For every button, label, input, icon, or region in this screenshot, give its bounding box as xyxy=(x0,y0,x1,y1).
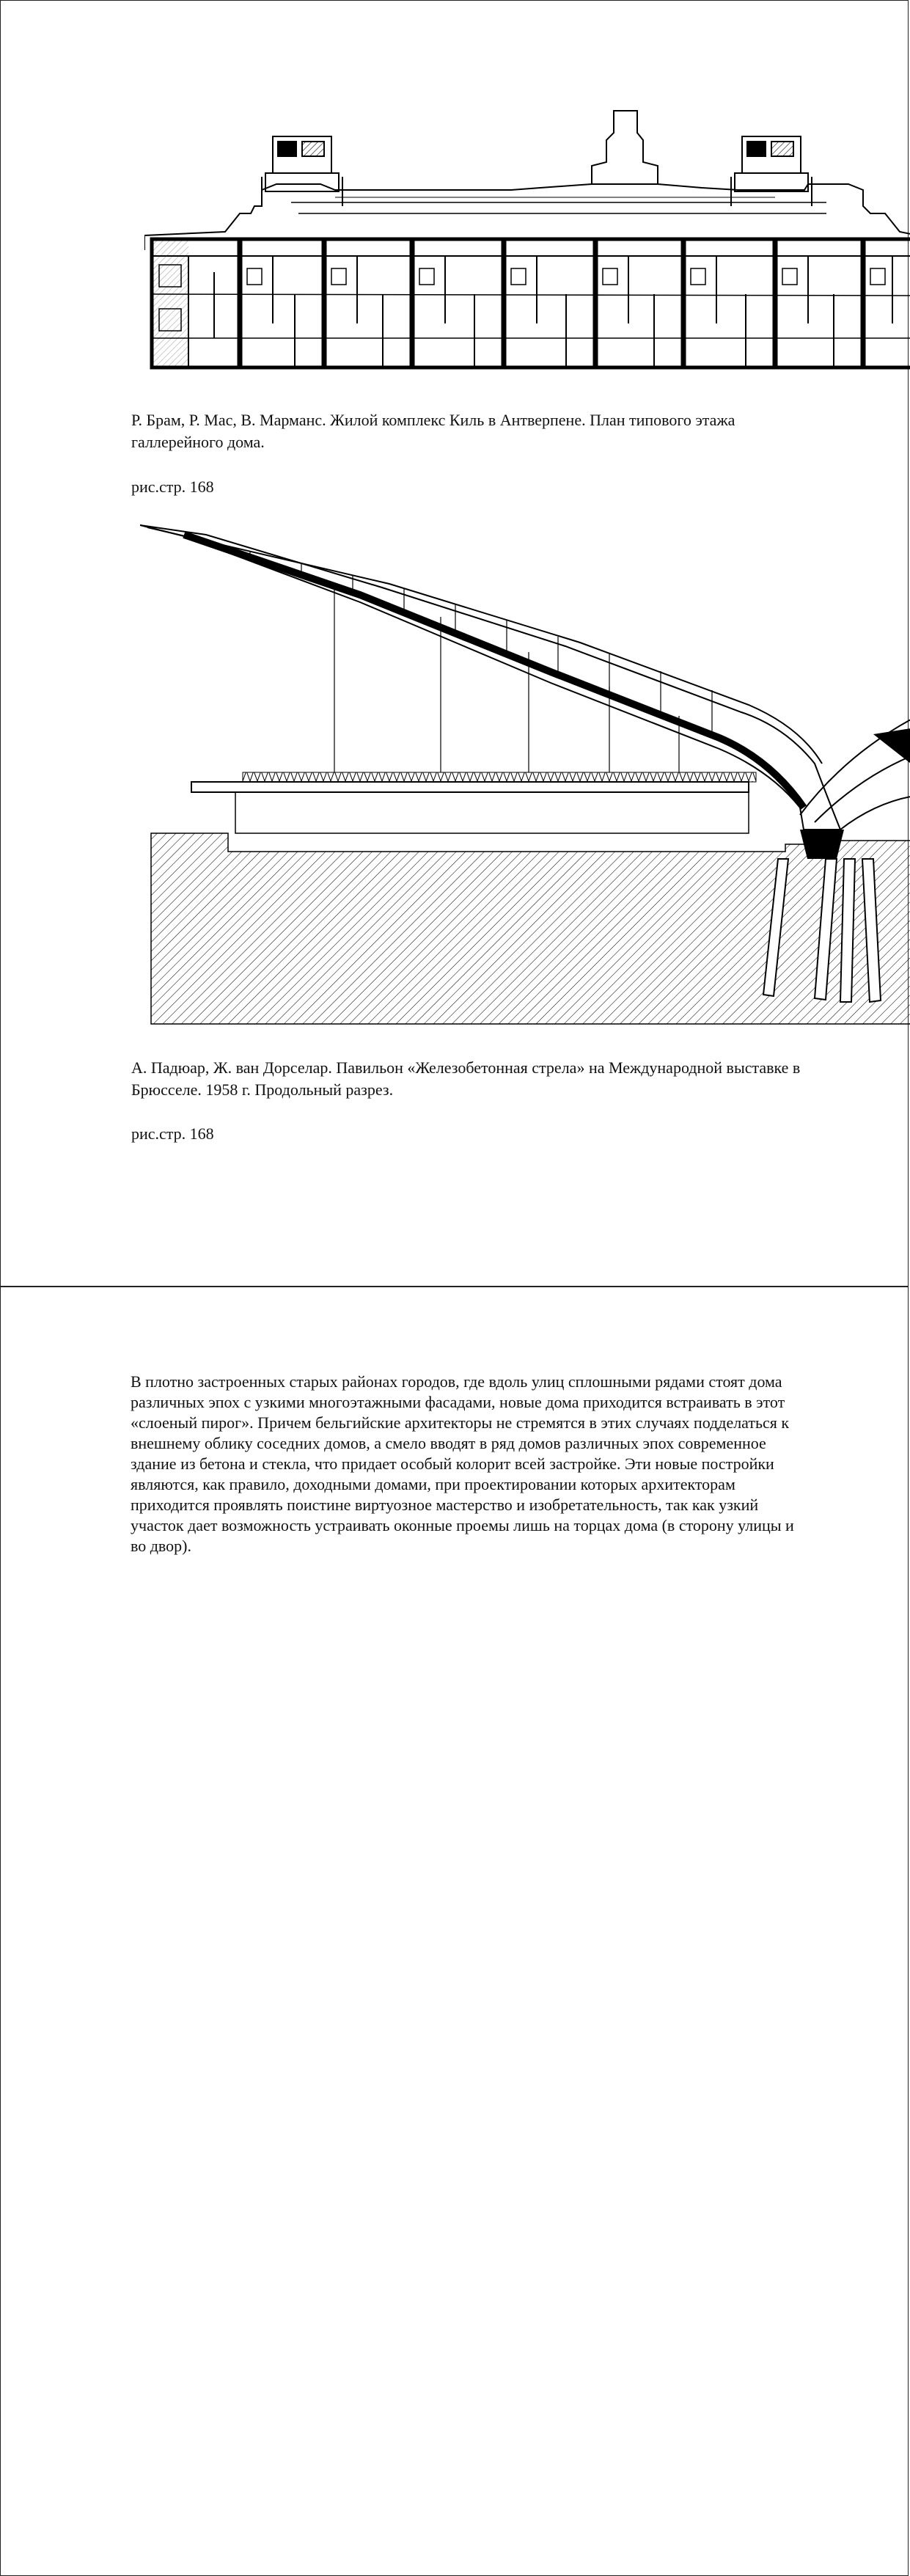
figure-caption: Р. Брам, Р. Мас, В. Марманс. Жилой комплекс Киль в Антверпене. План типового этажа галлерейного дома. xyxy=(131,411,735,451)
figure-reference: рис.стр. 168 xyxy=(131,1124,214,1143)
section-drawing xyxy=(140,514,910,1028)
floor-plan-drawing xyxy=(144,103,910,375)
figure-reference: рис.стр. 168 xyxy=(131,477,214,496)
body-paragraph: В плотно застроенных старых районах городов, где вдоль улиц сплошными рядами стоят дома различных эпох с узкими многоэтажными фасадами, новые дома приходится встраивать в этот «слоеный пирог». Причем бельгийские архитекторы не стремятся в этих случаях подделаться к внешнему облику соседних домов, а смело вводят в ряд домов различных эпох современное здание из бетона и стекла, что придает особый колорит всей застройке. Эти новые постройки являются, как правило, доходными домами, при проектировании которых архитекторам приходится проявлять поистине виртуозное мастерство и изобретательность, так как узкий участок дает возможность устраивать оконные проемы лишь на торцах дома (в сторону улицы и во двор). xyxy=(131,1372,794,1555)
figure-caption: А. Падюар, Ж. ван Дорселар. Павильон «Железобетонная стрела» на Международной выставке в Брюсселе. 1958 г. Продольный разрез. xyxy=(131,1058,801,1099)
document-page-1 xyxy=(0,0,909,1287)
